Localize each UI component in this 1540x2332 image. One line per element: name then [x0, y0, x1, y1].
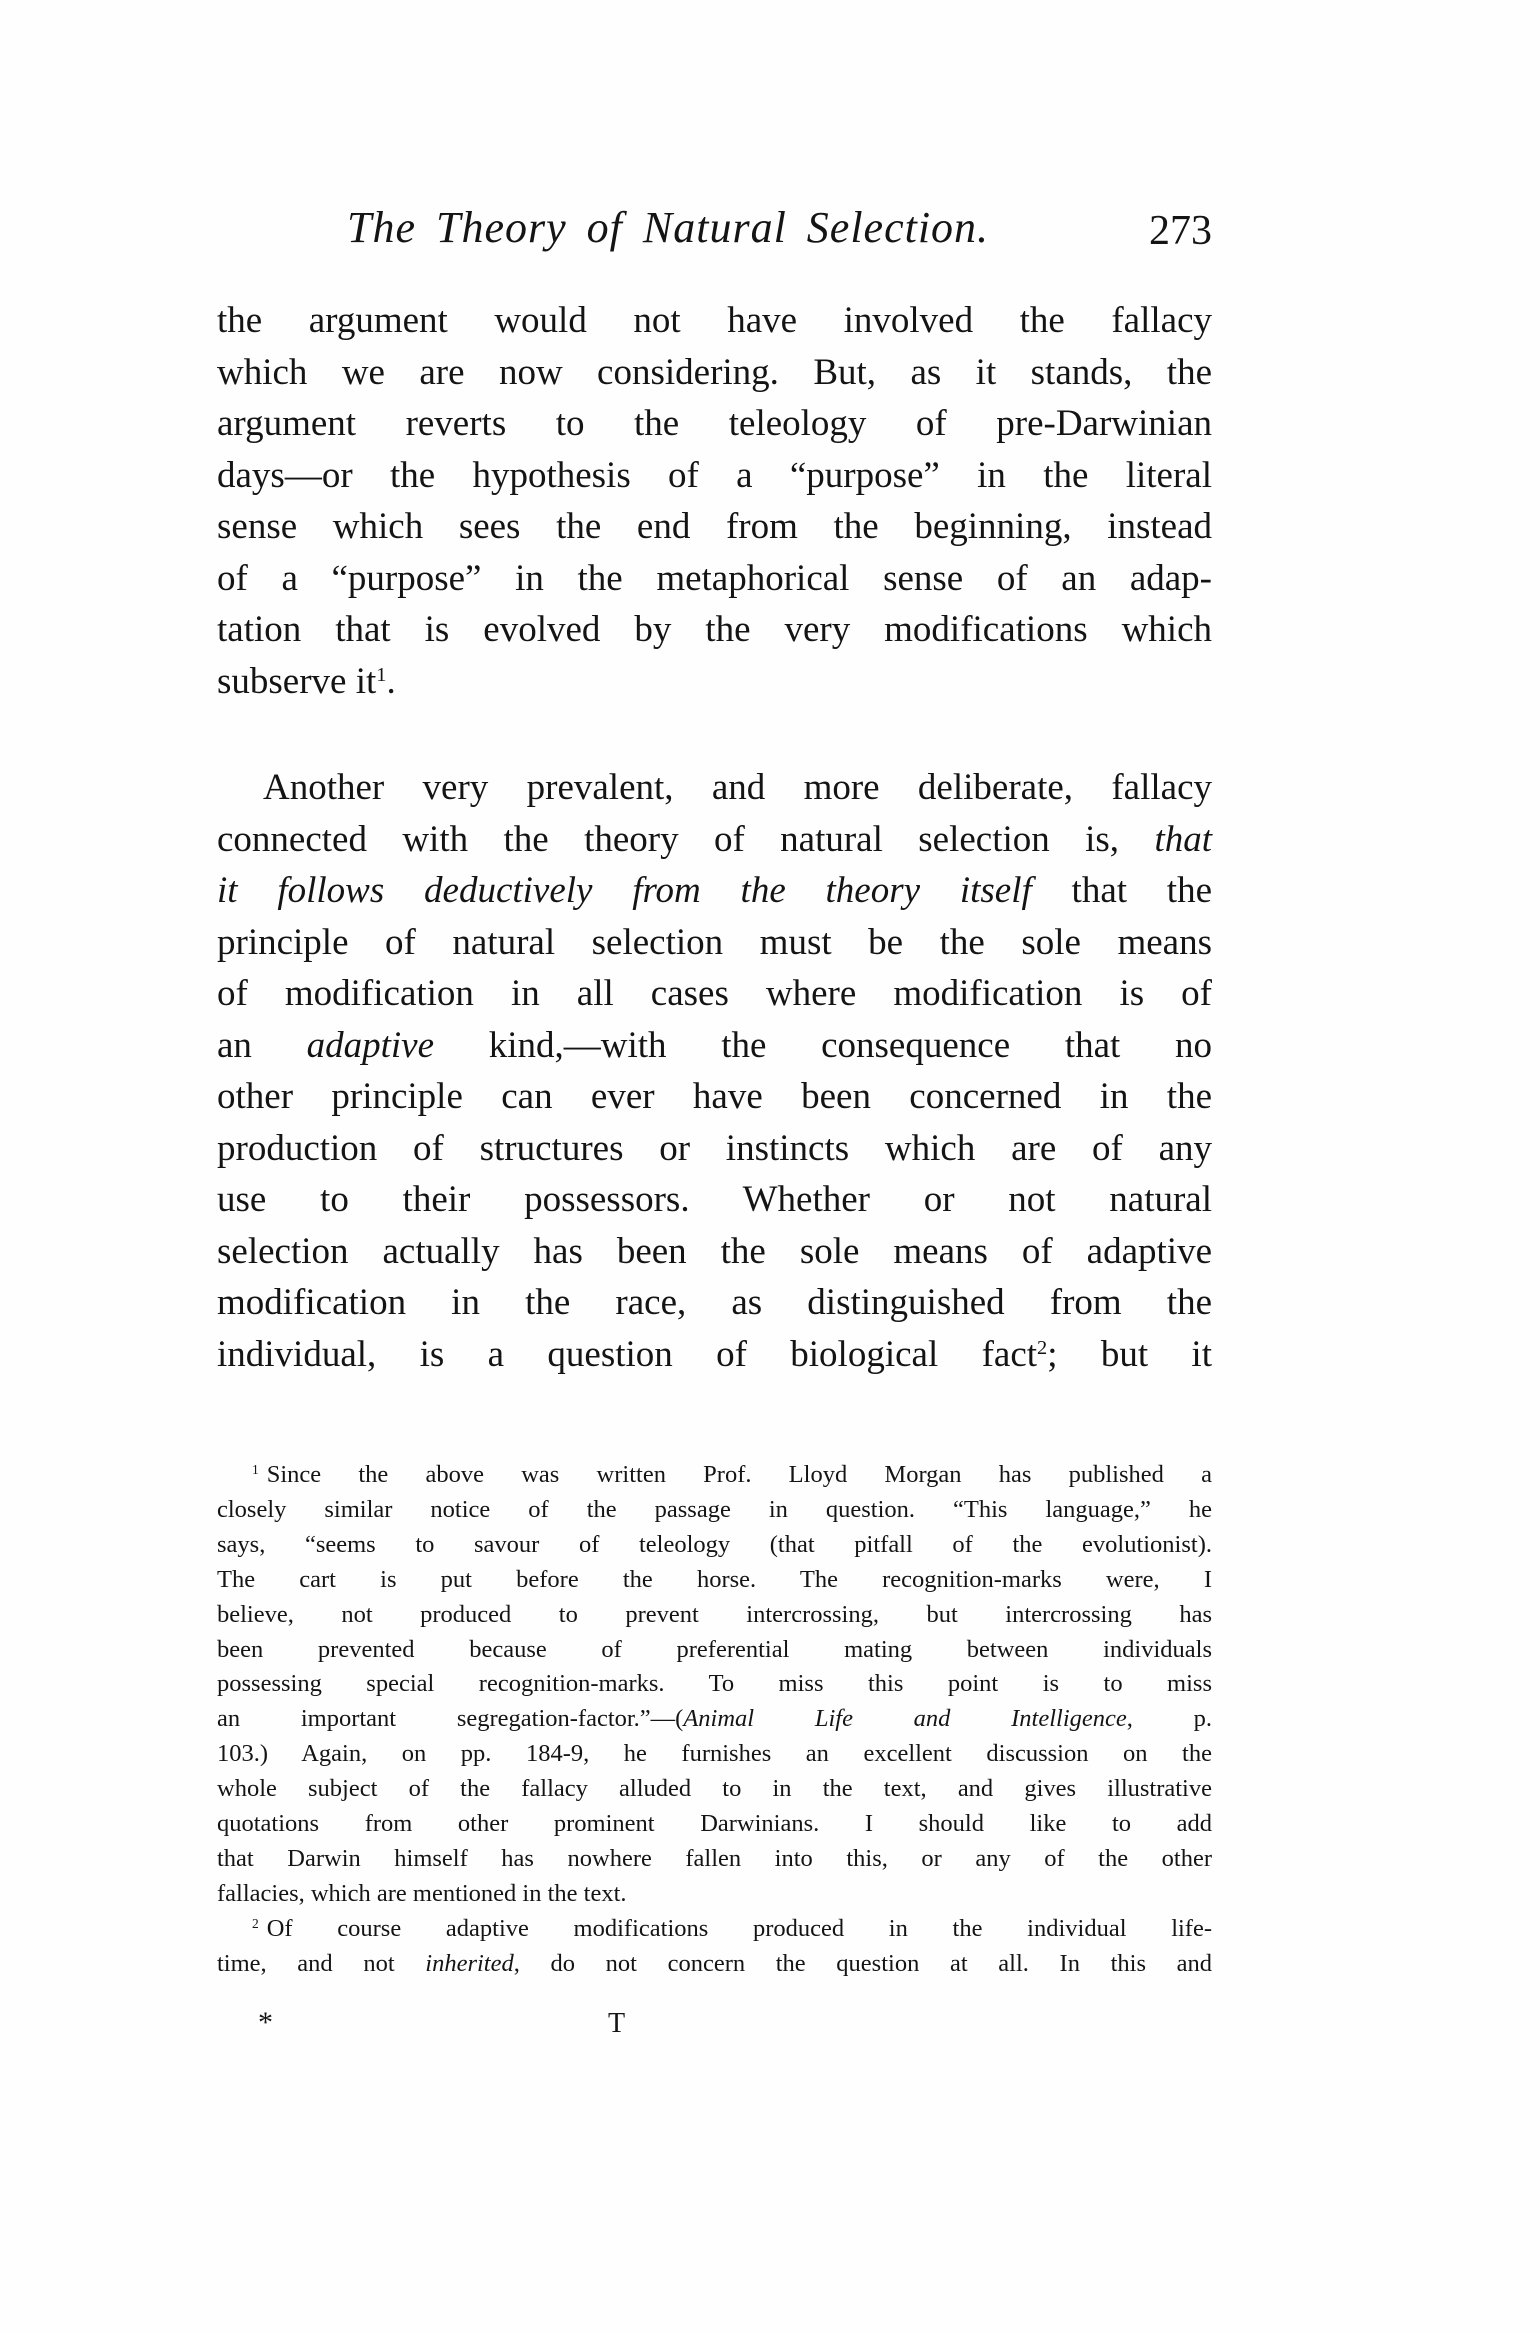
text-run: the argument would not have involved the fallacy — [217, 300, 1212, 341]
body-line — [217, 872, 1212, 915]
text-run: that the — [1031, 870, 1212, 911]
text-run: quotations from other prominent Darwinians. I should like to add — [217, 1810, 1212, 1837]
footnote-marker: 2 — [252, 1915, 259, 1931]
text-run: possessing special recognition-marks. To miss this point is to miss — [217, 1670, 1212, 1697]
text-run: that Darwin himself has nowhere fallen into this, or any of the other — [217, 1845, 1212, 1872]
footnote-line — [217, 1672, 1212, 1700]
body-line — [217, 975, 1212, 1018]
text-run: of a “purpose” in the metaphorical sense of an adap- — [217, 558, 1212, 599]
body-line — [217, 560, 1212, 603]
footnote-line — [217, 1777, 1212, 1805]
text-run: The cart is put before the horse. The recognition-marks were, I — [217, 1566, 1212, 1593]
text-run: subserve it — [217, 661, 377, 702]
footnote-line — [217, 1603, 1212, 1631]
text-run: tation that is evolved by the very modifications which — [217, 609, 1212, 650]
footnote-line — [217, 1812, 1212, 1840]
text-run: connected with the theory of natural selection is, — [217, 819, 1155, 860]
footnote-line — [217, 1707, 1212, 1735]
footnote-line — [217, 1882, 1212, 1907]
text-run: time, and not — [217, 1950, 426, 1977]
text-run: kind,—with the consequence that no — [434, 1025, 1212, 1066]
text-run: which we are now considering. But, as it stands, the — [217, 352, 1212, 393]
text-run: closely similar notice of the passage in question. “This language,” he — [217, 1496, 1212, 1523]
text-run: production of structures or instincts which are of any — [217, 1128, 1212, 1169]
footnote-line — [217, 1742, 1212, 1770]
body-line — [217, 1181, 1212, 1224]
body-line — [217, 1233, 1212, 1276]
body-line — [263, 769, 1212, 812]
footnote-marker: 1 — [252, 1461, 259, 1477]
footnote-line — [217, 1952, 1212, 1980]
body-line — [217, 1078, 1212, 1121]
body-line — [217, 508, 1212, 551]
body-line — [217, 1027, 1212, 1070]
page-number: 273 — [1149, 208, 1212, 254]
body-line — [217, 611, 1212, 654]
footnote-line — [252, 1917, 1212, 1945]
text-run: sense which sees the end from the beginning, instead — [217, 506, 1212, 547]
footnote-line — [217, 1498, 1212, 1526]
italic-text: it follows deductively from the theory itself — [217, 870, 1032, 911]
text-run: other principle can ever have been concerned in the — [217, 1076, 1212, 1117]
text-run: individual, is a question of biological fact — [217, 1334, 1038, 1375]
body-line — [217, 1336, 1212, 1379]
body-line — [217, 457, 1212, 500]
italic-text: inherited — [425, 1950, 514, 1977]
text-run: believe, not produced to prevent intercrossing, but intercrossing has — [217, 1601, 1212, 1628]
body-line — [217, 663, 1212, 700]
text-run: says, “seems to savour of teleology (that pitfall of the evolutionist). — [217, 1531, 1212, 1558]
text-run: . — [386, 661, 396, 702]
text-run: Of course adaptive modifications produced in the individual life- — [266, 1915, 1212, 1942]
text-run: whole subject of the fallacy alluded to in the text, and gives illustrative — [217, 1775, 1212, 1802]
text-run: selection actually has been the sole means of adaptive — [217, 1231, 1212, 1272]
body-line — [217, 1284, 1212, 1327]
body-line — [217, 354, 1212, 397]
text-run: argument reverts to the teleology of pre-Darwinian — [217, 403, 1212, 444]
footnote-line — [252, 1463, 1212, 1491]
text-run: an — [217, 1025, 307, 1066]
text-run: 103.) Again, on pp. 184-9, he furnishes an excellent discussion on the — [217, 1740, 1212, 1767]
running-title: The Theory of Natural Selection. — [347, 203, 990, 252]
text-run: modification in the race, as distinguished from the — [217, 1282, 1212, 1323]
text-run: use to their possessors. Whether or not natural — [217, 1179, 1212, 1220]
text-run: Since the above was written Prof. Lloyd Morgan has published a — [266, 1461, 1212, 1488]
text-run: days—or the hypothesis of a “purpose” in the literal — [217, 455, 1212, 496]
italic-text: that — [1154, 819, 1212, 860]
body-line — [217, 821, 1212, 864]
text-run: fallacies, which are mentioned in the text. — [217, 1880, 627, 1907]
text-run: been prevented because of preferential mating between individuals — [217, 1636, 1212, 1663]
text-run: Another very prevalent, and more deliberate, fallacy — [263, 767, 1212, 808]
text-run: ; but it — [1047, 1334, 1212, 1375]
text-run: , p. — [1126, 1705, 1212, 1732]
text-run: of modification in all cases where modification is of — [217, 973, 1212, 1014]
text-run: principle of natural selection must be the sole means — [217, 922, 1212, 963]
footnote-reference: 2 — [1037, 1336, 1048, 1359]
footnote-line — [217, 1847, 1212, 1875]
body-line — [217, 924, 1212, 967]
body-line — [217, 1130, 1212, 1173]
signature-letter: T — [608, 2008, 626, 2039]
footnote-line — [217, 1638, 1212, 1666]
text-run: an important segregation-factor.”—( — [217, 1705, 684, 1732]
body-line — [217, 302, 1212, 345]
signature-mark: * — [258, 2006, 273, 2039]
footnote-reference: 1 — [376, 663, 387, 686]
body-line — [217, 405, 1212, 448]
italic-text: Animal Life and Intelligence — [683, 1705, 1127, 1732]
text-run: , do not concern the question at all. In this and — [513, 1950, 1212, 1977]
footnote-line — [217, 1568, 1212, 1596]
italic-text: adaptive — [306, 1025, 435, 1066]
footnote-line — [217, 1533, 1212, 1561]
